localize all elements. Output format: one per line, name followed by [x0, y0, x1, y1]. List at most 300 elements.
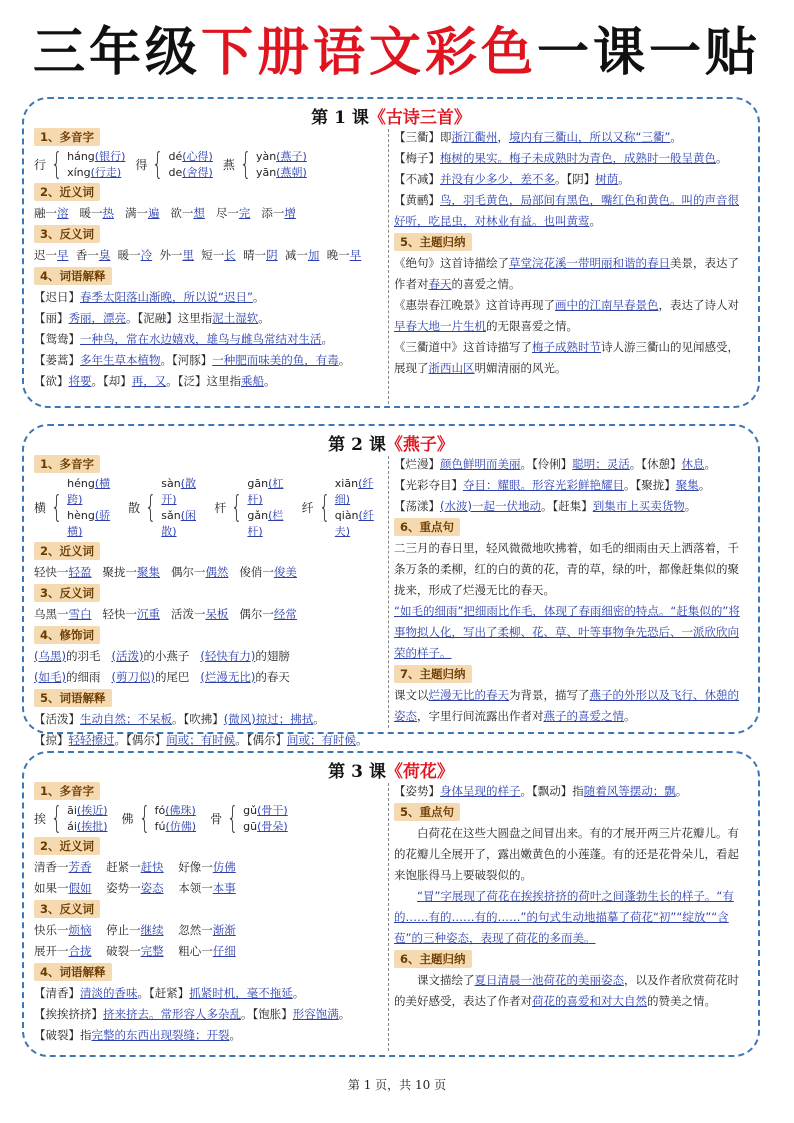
answer: (剪刀似) [111, 670, 155, 684]
polyphone-row [34, 149, 386, 181]
word: (仿佛) [165, 820, 197, 833]
text: 【丽】 [34, 311, 69, 325]
text: 【梅子】 [394, 151, 440, 165]
left-column [34, 781, 386, 1046]
section-heading: 1、多音字 [34, 128, 100, 146]
word: (燕朝) [276, 166, 307, 179]
text: 【烂漫】 [394, 457, 440, 471]
definition-line [394, 454, 749, 475]
answer: 聚集 [675, 478, 699, 492]
text: 【光彩夺目】 [394, 478, 463, 492]
key-sentence: 白荷花在这些大圆盘之间冒出来。有的才展开两三片花瓣儿。有的花瓣儿全展开了，露出嫩黄色的小莲蓬。有的还是花骨朵儿，看起来饱胀得马上要破裂似的。 [394, 826, 739, 882]
char: 横 [34, 500, 47, 515]
synonym-line [34, 878, 386, 899]
answer: 秀丽，漂亮 [68, 311, 126, 325]
text: 添一 [261, 206, 285, 220]
section-heading: 4、词语解释 [34, 963, 112, 981]
text: 活泼一 [170, 607, 206, 621]
answer: 休息 [681, 457, 705, 471]
polyphone-item [210, 803, 288, 835]
answer: (活泼) [111, 649, 144, 663]
brace-icon: { [318, 490, 330, 525]
reading: héng [67, 477, 95, 490]
reading: sǎn [161, 509, 181, 522]
text: 《三衢道中》这首诗描写了 [394, 340, 532, 354]
word: (栏杆) [247, 509, 284, 538]
lesson-number: 第 2 课 [328, 435, 386, 455]
text: 暖一 [79, 206, 103, 220]
text: 【欲】 [34, 374, 69, 388]
char: 燕 [222, 157, 235, 172]
answer: 芳香 [68, 860, 92, 874]
section-heading: 4、词语解释 [34, 267, 112, 285]
text: 。【聚拢】 [624, 478, 676, 492]
answer: (轻快有力) [200, 649, 256, 663]
lesson-title [24, 103, 758, 128]
text: 的春天 [255, 670, 290, 684]
text: 。 [589, 214, 601, 228]
text: 【清香】 [34, 986, 80, 1000]
answer: 仿佛 [212, 860, 236, 874]
lesson-3-card [22, 751, 760, 1057]
text: 的羽毛 [65, 649, 101, 663]
text: 晚一 [326, 248, 350, 262]
answer: 里 [182, 248, 194, 262]
text: 美景，表达了作者对 [394, 256, 739, 291]
text: 。【赶紧】 [137, 986, 190, 1000]
answer: 遍 [147, 206, 160, 220]
answer: 挤来挤去。常形容人多杂乱 [103, 1007, 241, 1021]
lesson-name: 《古诗三首》 [368, 108, 471, 128]
answer: 身体呈现的样子 [440, 784, 521, 798]
theme-line [394, 685, 749, 727]
reading: de [168, 166, 183, 179]
lesson-number: 第 1 课 [311, 108, 369, 128]
char: 佛 [121, 811, 134, 826]
text: 如果一 [34, 881, 69, 895]
text: 轻快一 [34, 565, 69, 579]
text: 。【河豚】 [160, 353, 213, 367]
page-footer: 第 1 页，共 10 页 [347, 1078, 447, 1092]
section-heading: 2、近义词 [34, 837, 100, 855]
answer: 继续 [140, 923, 164, 937]
word: (纤夫) [334, 509, 374, 538]
word: (行走) [90, 166, 122, 179]
text: 【不减】 [394, 172, 440, 186]
text: 的尾巴 [154, 670, 190, 684]
right-column [394, 781, 749, 1012]
answer: 聪明；灵活 [572, 457, 630, 471]
text: 。 [338, 1007, 351, 1021]
answer: 阴 [266, 248, 278, 262]
word: (骄横) [67, 509, 111, 538]
answer: 并没有少多少，差不多 [440, 172, 555, 186]
brace-icon: { [144, 490, 157, 525]
word: (散开) [161, 477, 196, 506]
text: 清香一 [34, 860, 69, 874]
text: 。 [313, 712, 325, 726]
answer: 抓紧时机，毫不拖延 [189, 986, 293, 1000]
answer: 梅树的果实。梅子未成熟时为青色，成熟时一般呈黄色 [440, 151, 716, 165]
column-divider [388, 456, 389, 728]
answer: 浙江衢州 [451, 130, 498, 144]
word: (纤细) [334, 477, 374, 506]
answer: 形容饱满 [292, 1007, 339, 1021]
brace-icon: { [239, 147, 252, 182]
section-heading: 3、反义词 [34, 584, 100, 602]
polyphone-item [128, 476, 208, 540]
section-heading: 5、主题归纳 [394, 233, 472, 251]
answer: 随着风等摆动；飘 [583, 784, 676, 798]
answer: 姿态 [140, 881, 164, 895]
key-sentence-analysis: “冒”字展现了荷花在挨挨挤挤的荷叶之间蓬勃生长的样子。“有的……有的……有的……”的句式生动地描摹了荷花“初”“绽放”“含苞”的三种姿态，表现了荷花的多而美。 [394, 889, 734, 945]
text: 【破裂】指 [34, 1028, 92, 1042]
answer: 春季太阳落山渐晚，所以说“迟日” [80, 290, 253, 304]
text: 【蒌蒿】 [34, 353, 80, 367]
answer: 轻盈 [68, 565, 92, 579]
definition-line [394, 781, 749, 802]
lesson-number: 第 3 课 [328, 762, 386, 782]
answer: 早 [57, 248, 69, 262]
answer: 早 [349, 248, 362, 262]
answer: 多年生草本植物 [80, 353, 161, 367]
char: 杆 [214, 500, 227, 515]
definition-line [34, 1004, 386, 1025]
text: 。 [264, 374, 276, 388]
text: 。 [670, 130, 682, 144]
text: 本领一 [178, 881, 213, 895]
reading: fú [154, 820, 166, 833]
definition-line [394, 496, 749, 517]
text: 。 [624, 709, 636, 723]
right-column [394, 127, 749, 379]
reading: yàn [255, 150, 277, 163]
answer: 夏日清晨一池荷花的美丽姿态 [474, 973, 624, 987]
column-divider [388, 783, 389, 1051]
answer: 荷花的喜爱和对大自然 [532, 994, 647, 1008]
definition-line [394, 148, 749, 169]
text: 。 [704, 457, 716, 471]
text: 粗心一 [178, 944, 213, 958]
theme-line [394, 337, 749, 379]
text: 。【赶集】 [540, 499, 593, 513]
antonym-line [34, 920, 386, 941]
word: (挨近) [76, 804, 108, 817]
reading: fó [154, 804, 166, 817]
section-heading: 3、反义词 [34, 225, 100, 243]
definition-line [34, 350, 386, 371]
answer: 想 [193, 206, 205, 220]
answer: 浙西山区 [428, 361, 475, 375]
reading: xíng [67, 166, 91, 179]
text: 香一 [75, 248, 99, 262]
definition-line [34, 329, 386, 350]
text: 的细雨 [65, 670, 101, 684]
answer: 草堂浣花溪一带明丽和谐的春日 [509, 256, 670, 270]
answer: 热 [102, 206, 114, 220]
answer: 燕子的外形以及飞行、休憩的姿态 [394, 688, 739, 723]
text: 。【伶俐】 [520, 457, 573, 471]
lesson-1-card [22, 97, 760, 408]
theme-line [394, 253, 749, 295]
text: 偶尔一 [239, 607, 274, 621]
answer: 偶然 [205, 565, 229, 579]
text: 融一 [34, 206, 57, 220]
char: 行 [34, 157, 47, 172]
answer: 仔细 [212, 944, 236, 958]
word: (挨批) [76, 820, 108, 833]
text: 展开一 [34, 944, 69, 958]
text: ，以及作者欣赏荷花时的美好感受，表达了作者对 [394, 973, 739, 1008]
title-part1: 三年级 [32, 22, 201, 83]
answer: 燕子的喜爱之情 [543, 709, 624, 723]
answer: 泥土湿软 [212, 311, 259, 325]
text: ，表达了诗人对 [658, 298, 739, 312]
modifier-line [34, 646, 386, 667]
section-heading: 1、多音字 [34, 455, 100, 473]
reading: yān [255, 166, 277, 179]
answer: (水波)一起一伏地动 [440, 499, 541, 513]
answer: 增 [284, 206, 296, 220]
answer: 溶 [57, 206, 69, 220]
text: 的无限喜爱之情。 [486, 319, 578, 333]
text: 诗人游三衢山的见闻感受，展现了 [394, 340, 739, 375]
synonym-line [34, 857, 386, 878]
polyphone-item [214, 476, 295, 540]
synonym-line [34, 562, 386, 583]
reading: dé [168, 150, 183, 163]
text: ，字里行间流露出作者对 [417, 709, 544, 723]
text: 尽一 [215, 206, 239, 220]
answer: 加 [307, 248, 320, 262]
answer: (烂漫无比) [200, 670, 256, 684]
reading: gān [247, 477, 269, 490]
text: 乌黑一 [34, 607, 69, 621]
text: 。 [675, 784, 688, 798]
answer: 合拢 [68, 944, 92, 958]
answer: 完整 [140, 944, 164, 958]
brace-icon: { [152, 147, 164, 182]
answer: (如毛) [34, 670, 66, 684]
text: 偶尔一 [170, 565, 206, 579]
antonym-line [34, 245, 386, 266]
section-heading: 6、主题归纳 [394, 950, 472, 968]
text: 《绝句》这首诗描绘了 [394, 256, 509, 270]
text: 【姿势】 [394, 784, 440, 798]
answer: 颜色鲜明而美丽 [440, 457, 521, 471]
text: 。 [338, 353, 351, 367]
section-heading: 5、词语解释 [34, 689, 112, 707]
lesson-name: 《荷花》 [385, 762, 454, 782]
text: 。 [356, 733, 368, 747]
text: 。 [258, 311, 270, 325]
column-divider [388, 129, 389, 404]
answer: 赶快 [140, 860, 164, 874]
text: 暖一 [117, 248, 141, 262]
reading: āi [67, 804, 77, 817]
text: 【荡漾】 [394, 499, 440, 513]
word: (横跨) [67, 477, 111, 506]
text: 。【泛】这里指 [166, 374, 241, 388]
text: 。【却】 [91, 374, 132, 388]
word: (骨干) [257, 804, 288, 817]
polyphone-item [34, 476, 122, 540]
section-heading: 5、重点句 [394, 803, 460, 821]
antonym-line [34, 941, 386, 962]
char: 散 [128, 500, 141, 515]
text: 课文描绘了 [417, 973, 475, 987]
answer: 烦恼 [68, 923, 92, 937]
text: 减一 [284, 248, 308, 262]
answer: 清淡的香味 [80, 986, 138, 1000]
answer: 冷 [140, 248, 153, 262]
text: 破裂一 [106, 944, 141, 958]
char: 得 [135, 157, 148, 172]
section-heading: 7、主题归纳 [394, 665, 472, 683]
text: 明媚清丽的风光。 [474, 361, 567, 375]
text: 。【休憩】 [629, 457, 682, 471]
brace-icon: { [226, 801, 239, 836]
theme-line [394, 295, 749, 337]
text: 【迟日】 [34, 290, 80, 304]
text: 【三衢】即 [394, 130, 452, 144]
text: 。 [229, 1028, 241, 1042]
text: 【活泼】 [34, 712, 80, 726]
text: 俊俏一 [239, 565, 274, 579]
answer: 俊美 [273, 565, 297, 579]
brace-icon: { [50, 801, 63, 836]
text: 停止一 [106, 923, 141, 937]
key-sentence-analysis: “如毛的细雨”把细雨比作毛，体现了春雨细密的特点。“赶集似的”将事物拟人化，写出了柔柳、花、草、叶等事物争先恐后、一派欣欣向荣的样子。 [394, 604, 740, 660]
definition-line [394, 169, 749, 190]
right-column [394, 454, 749, 727]
definition-line [394, 190, 749, 232]
text: ， [497, 130, 509, 144]
answer: 长 [224, 248, 236, 262]
polyphone-item [34, 149, 125, 181]
answer: 雪白 [68, 607, 92, 621]
definition-line [394, 475, 749, 496]
reading: gǔ [243, 804, 258, 817]
char: 纤 [301, 500, 314, 515]
answer: 间或；有时候 [166, 733, 236, 747]
text: 。【吹拂】 [172, 712, 224, 726]
text: 【掠】 [34, 733, 69, 747]
title-part3: 一课一贴 [537, 22, 762, 83]
word: (佛珠) [165, 804, 196, 817]
polyphone-item [223, 149, 307, 181]
definition-line [34, 983, 386, 1004]
text: 轻快一 [102, 607, 137, 621]
text: 【挨挨挤挤】 [34, 1007, 103, 1021]
section-heading: 1、多音字 [34, 782, 100, 800]
key-sentence: 二三月的春日里，轻风微微地吹拂着，如毛的细雨由天上洒落着，千条万条的柔柳，红的白的黄的花，青的草，绿的叶，都像赶集似的聚拢来，形成了烂漫无比的春天。 [394, 541, 739, 597]
brace-icon: { [231, 490, 243, 525]
text: 的喜爱之情。 [451, 277, 521, 291]
text: 。 [292, 986, 305, 1000]
modifier-line [34, 667, 386, 688]
lesson-title [24, 430, 758, 455]
answer: 鸟，羽毛黄色，局部间有黑色，嘴红色和黄色。叫的声音很好听，吃昆虫，对林业有益。也叫黄莺 [394, 193, 739, 228]
text: 姿势一 [106, 881, 141, 895]
text: 。【泥融】这里指 [126, 311, 213, 325]
answer: 臭 [98, 248, 111, 262]
answer: 一种肥而味美的鱼，有毒 [212, 353, 339, 367]
answer: 一种鸟，常在水边嬉戏，雄鸟与雌鸟常结对生活 [80, 332, 322, 346]
text: 为背景，描写了 [509, 688, 590, 702]
answer: 完整的东西出现裂缝；开裂 [91, 1028, 230, 1042]
definition-line [34, 730, 386, 751]
answer: 将要 [68, 374, 92, 388]
text: 好像一 [178, 860, 213, 874]
brace-icon: { [50, 147, 63, 182]
polyphone-item [34, 803, 108, 835]
answer: 渐渐 [212, 923, 236, 937]
text: 【黄鹂】 [394, 193, 440, 207]
text: 。 [252, 290, 265, 304]
text: 【鸳鸯】 [34, 332, 80, 346]
answer: 生动自然；不呆板 [80, 712, 172, 726]
left-column [34, 454, 386, 751]
left-column [34, 127, 386, 392]
answer: 乘船 [241, 374, 264, 388]
reading: qiàn [334, 509, 359, 522]
text: 的翅膀 [255, 649, 290, 663]
text: 。【飘动】指 [520, 784, 584, 798]
text: 晴一 [243, 248, 267, 262]
text: 。 [716, 151, 728, 165]
answer: 聚集 [136, 565, 160, 579]
answer: 轻轻擦过 [68, 733, 115, 747]
brace-icon: { [138, 801, 150, 836]
text: 聚拢一 [102, 565, 137, 579]
text: 快乐一 [34, 923, 69, 937]
text: 。【偶尔】 [114, 733, 167, 747]
polyphone-row [34, 803, 386, 835]
char: 挨 [34, 811, 47, 826]
answer: 假如 [68, 881, 92, 895]
polyphone-item [122, 803, 197, 835]
text: 迟一 [34, 248, 57, 262]
text: 忽然一 [178, 923, 213, 937]
text: 满一 [124, 206, 148, 220]
word: (舍得) [182, 166, 213, 179]
answer: 梅子成熟时节 [532, 340, 601, 354]
brace-icon: { [50, 490, 63, 525]
reading: sàn [161, 477, 181, 490]
section-heading: 2、近义词 [34, 183, 100, 201]
text: 外一 [159, 248, 183, 262]
section-heading: 4、修饰词 [34, 626, 100, 644]
word: (闲散) [161, 509, 196, 538]
answer: 经常 [273, 607, 297, 621]
answer: 完 [238, 206, 251, 220]
answer: 早春大地一片生机 [394, 319, 486, 333]
text: 。【偶尔】 [235, 733, 287, 747]
reading: hèng [67, 509, 95, 522]
definition-line [394, 127, 749, 148]
reading: gǎn [247, 509, 269, 522]
synonym-line [34, 203, 386, 224]
section-heading: 3、反义词 [34, 900, 100, 918]
polyphone-item [302, 476, 386, 540]
answer: 夺目：耀眼。形容光彩鲜艳耀目 [463, 478, 624, 492]
answer: 本事 [212, 881, 236, 895]
answer: 春天 [428, 277, 452, 291]
word: (杠杆) [247, 477, 284, 506]
word: (骨朵) [257, 820, 288, 833]
text: 。 [698, 478, 711, 492]
